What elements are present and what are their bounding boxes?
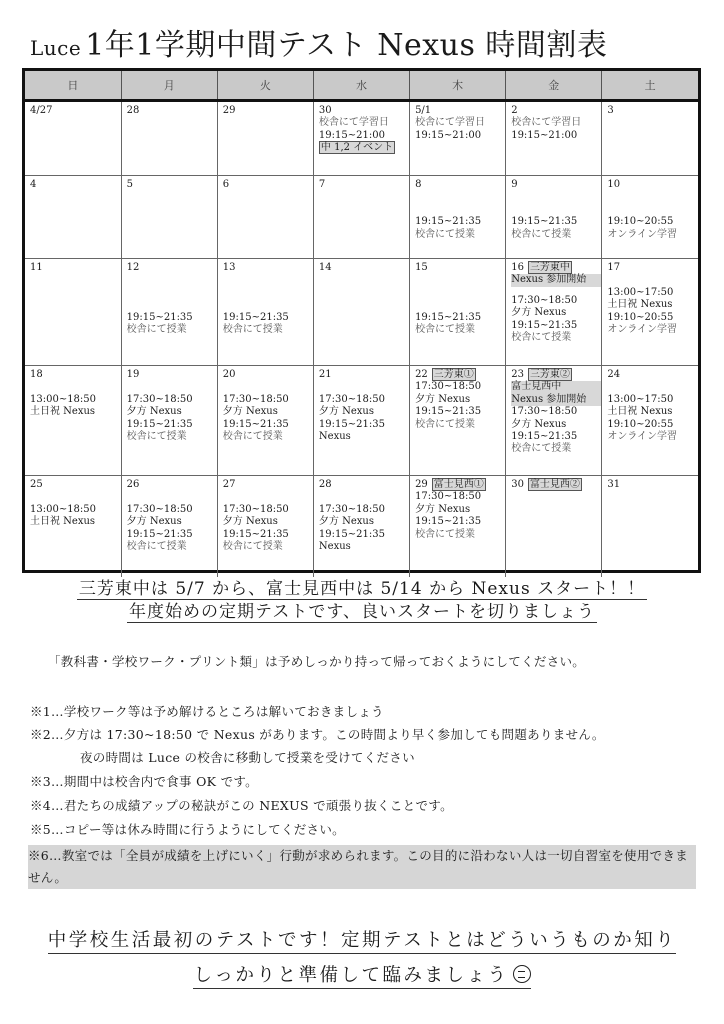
day-number: 16 xyxy=(511,262,524,273)
day-number-line xyxy=(223,369,313,381)
day-number-line xyxy=(511,179,601,191)
day-number: 27 xyxy=(222,479,236,490)
schedule-line: 校舎にて授業 xyxy=(511,443,572,455)
weekday-header: 月 xyxy=(121,71,217,101)
weekday-header: 金 xyxy=(506,71,602,101)
schedule-line: 土日祝 Nexus xyxy=(607,406,673,418)
calendar-day-cell xyxy=(25,259,121,366)
calendar-day-cell xyxy=(313,101,409,176)
day-number-line xyxy=(415,369,505,381)
day-number-line xyxy=(223,179,313,191)
schedule-line: 17:30~18:50 xyxy=(511,294,578,306)
day-number-line xyxy=(607,105,698,117)
day-number-line xyxy=(415,179,505,191)
calendar-day-cell xyxy=(217,176,313,259)
day-number-line xyxy=(30,105,121,117)
schedule-line: 夕方 Nexus xyxy=(511,307,567,319)
event-tag: 三芳東① xyxy=(433,369,474,380)
schedule-line: 19:15~21:35 xyxy=(415,516,482,528)
day-number: 5 xyxy=(126,179,134,190)
schedule-line: 校舎にて授業 xyxy=(415,324,476,335)
day-number-line xyxy=(511,105,601,117)
day-number-line xyxy=(415,105,505,117)
note-4: ※4…君たちの成績アップの秘訣がこの NEXUS で頑張り抜くことです。 xyxy=(30,798,453,813)
day-number: 28 xyxy=(318,479,332,490)
day-number-line xyxy=(30,369,121,381)
calendar-day-cell xyxy=(25,476,121,577)
schedule-line: Nexus 参加開始 xyxy=(511,274,601,286)
schedule-line: 19:15~21:35 xyxy=(318,418,385,430)
day-number: 24 xyxy=(607,369,621,380)
calendar-day-cell xyxy=(121,366,217,476)
day-number: 30 xyxy=(318,105,332,116)
calendar-day-cell xyxy=(602,366,698,476)
day-number-line xyxy=(607,369,698,381)
event-tag-line xyxy=(319,142,409,154)
schedule-line: オンライン学習 xyxy=(607,431,678,443)
schedule-line: 13:00~17:50 xyxy=(607,286,674,298)
weekday-header: 水 xyxy=(313,71,409,101)
calendar-day-cell xyxy=(602,476,698,577)
day-number-line xyxy=(415,479,505,491)
fist-icon xyxy=(513,965,531,983)
schedule-line: 13:00~18:50 xyxy=(30,503,97,515)
day-number: 22 xyxy=(415,369,428,380)
schedule-line: 19:15~21:35 xyxy=(222,528,289,540)
calendar-day-cell xyxy=(506,176,602,259)
day-number: 15 xyxy=(415,262,428,273)
day-number: 17 xyxy=(607,262,621,273)
schedule-line: 夕方 Nexus xyxy=(415,393,471,405)
day-number-line xyxy=(415,262,505,274)
calendar-week-row xyxy=(25,101,698,176)
calendar-day-cell xyxy=(121,259,217,366)
brand-name: Luce xyxy=(30,36,82,60)
schedule-line: 富士見西中 xyxy=(511,381,601,393)
schedule-line: 校舎にて授業 xyxy=(415,228,476,240)
calendar-day-cell xyxy=(121,176,217,259)
day-number-line xyxy=(30,479,121,491)
schedule-line: 19:15~21:35 xyxy=(415,406,482,418)
schedule-line: 校舎にて授業 xyxy=(222,541,283,553)
schedule-line: 13:00~17:50 xyxy=(607,393,674,405)
day-number: 19 xyxy=(126,369,140,380)
day-number-line xyxy=(127,262,217,274)
calendar-day-cell xyxy=(25,101,121,176)
schedule-line: 土日祝 Nexus xyxy=(30,406,96,418)
day-number: 13 xyxy=(222,262,236,273)
note-1: ※1…学校ワーク等は予め解けるところは解いておきましょう xyxy=(30,704,384,719)
schedule-line: 校舎にて授業 xyxy=(222,431,283,443)
schedule-line: 校舎にて授業 xyxy=(511,228,572,240)
weekday-header-row xyxy=(25,71,698,101)
calendar-day-cell xyxy=(506,259,602,366)
day-number: 4 xyxy=(30,179,37,190)
schedule-line: Nexus 参加開始 xyxy=(511,394,601,406)
day-number-line xyxy=(319,479,409,491)
calendar-day-cell xyxy=(410,176,506,259)
note-6: ※6…教室では「全員が成績を上げにいく」行動が求められます。この目的に沿わない人は一切自習室を使用できません。 xyxy=(28,845,696,889)
calendar-day-cell xyxy=(410,101,506,176)
schedule-line: 校舎にて学習日 xyxy=(511,117,582,129)
day-number-line xyxy=(607,179,698,191)
schedule-line: 19:10~20:55 xyxy=(607,418,674,430)
day-number-line xyxy=(223,262,313,274)
day-number: 9 xyxy=(511,179,518,190)
calendar-day-cell xyxy=(217,476,313,577)
schedule-line: 19:15~21:35 xyxy=(126,311,193,323)
day-number: 5/1 xyxy=(415,105,432,116)
day-number-line xyxy=(319,369,409,381)
day-number-line xyxy=(607,479,698,491)
day-number-line xyxy=(30,262,121,274)
closing-line-2: しっかりと準備して臨みましょう xyxy=(0,961,724,987)
weekday-header: 木 xyxy=(410,71,506,101)
day-number: 31 xyxy=(607,479,621,490)
schedule-line: 17:30~18:50 xyxy=(126,503,193,515)
schedule-line: 19:15~21:35 xyxy=(415,311,482,323)
schedule-line: 夕方 Nexus xyxy=(318,516,374,528)
note-5: ※5…コピー等は休み時間に行うようにしてください。 xyxy=(30,822,345,837)
schedule-line: 17:30~18:50 xyxy=(415,381,482,393)
calendar-day-cell xyxy=(506,476,602,577)
note-2: ※2…夕方は 17:30~18:50 で Nexus があります。この時間より早く参加しても問題ありません。 xyxy=(30,727,605,742)
calendar-grid xyxy=(25,71,698,577)
day-number-line xyxy=(319,262,409,274)
day-number-line xyxy=(127,479,217,491)
event-tag: 三芳東② xyxy=(529,369,570,380)
day-number: 29 xyxy=(415,479,428,490)
weekday-header: 日 xyxy=(25,71,121,101)
day-number: 25 xyxy=(30,479,43,490)
day-number: 12 xyxy=(126,262,140,273)
schedule-line: オンライン学習 xyxy=(607,228,678,240)
day-number-line xyxy=(30,179,121,191)
calendar-day-cell xyxy=(121,476,217,577)
schedule-line: 17:30~18:50 xyxy=(415,491,482,503)
calendar-day-cell xyxy=(410,366,506,476)
calendar-week-row xyxy=(25,476,698,577)
schedule-line: 校舎にて授業 xyxy=(415,418,476,430)
schedule-line: 19:15~21:35 xyxy=(415,216,482,228)
schedule-line: 17:30~18:50 xyxy=(511,406,578,418)
day-number: 4/27 xyxy=(30,105,53,116)
schedule-line: 夕方 Nexus xyxy=(415,503,471,515)
schedule-line: 17:30~18:50 xyxy=(222,393,289,405)
day-number-line xyxy=(319,179,409,191)
schedule-line: 校舎にて授業 xyxy=(415,528,476,540)
calendar-day-cell xyxy=(313,259,409,366)
day-number-line xyxy=(319,105,409,117)
calendar-day-cell xyxy=(217,101,313,176)
day-number: 10 xyxy=(607,179,621,190)
schedule-line: 19:10~20:55 xyxy=(607,311,674,323)
schedule-line: 夕方 Nexus xyxy=(318,406,374,418)
schedule-line: 19:15~21:35 xyxy=(318,528,385,540)
day-number: 2 xyxy=(511,105,518,116)
calendar-week-row xyxy=(25,366,698,476)
day-number: 21 xyxy=(318,369,332,380)
schedule-line: 19:15~21:35 xyxy=(511,216,578,228)
schedule-line: オンライン学習 xyxy=(607,324,678,336)
schedule-line: 19:15~21:35 xyxy=(126,528,193,540)
schedule-line: 19:15~21:00 xyxy=(415,129,482,141)
day-number: 20 xyxy=(222,369,236,380)
note-3: ※3…期間中は校舎内で食事 OK です。 xyxy=(30,774,258,789)
announcement-line-1: 三芳東中は 5/7 から、富士見西中は 5/14 から Nexus スタート！！ xyxy=(78,579,646,599)
reminder-text: 「教科書・学校ワーク・プリント類」は予めしっかり持って帰っておくようにしてください。 xyxy=(48,654,586,669)
event-tag: 中 1,2 イベント xyxy=(320,142,394,154)
calendar-day-cell xyxy=(313,176,409,259)
schedule-line: 夕方 Nexus xyxy=(222,406,278,418)
day-number: 30 xyxy=(511,479,524,490)
calendar-day-cell xyxy=(313,476,409,577)
day-number: 14 xyxy=(318,262,332,273)
schedule-line: 土日祝 Nexus xyxy=(607,299,673,311)
day-number-line xyxy=(511,369,601,381)
calendar-day-cell xyxy=(217,259,313,366)
schedule-line: 19:15~21:35 xyxy=(222,418,289,430)
schedule-line: 校舎にて学習日 xyxy=(415,117,486,129)
day-number: 3 xyxy=(607,105,614,116)
schedule-line: 19:15~21:00 xyxy=(318,129,385,141)
calendar-week-row xyxy=(25,176,698,259)
announcement-line-2: 年度始めの定期テストです、良いスタートを切りましょう xyxy=(129,602,595,622)
day-number-line xyxy=(223,479,313,491)
day-number-line xyxy=(511,479,601,491)
schedule-line: 校舎にて学習日 xyxy=(318,117,389,129)
note-2-continued: 夜の時間は Luce の校舎に移動して授業を受けてください xyxy=(80,750,415,765)
calendar-day-cell xyxy=(217,366,313,476)
day-number-line xyxy=(127,369,217,381)
day-number: 28 xyxy=(126,105,140,116)
day-number: 26 xyxy=(126,479,140,490)
day-number: 8 xyxy=(415,179,422,190)
schedule-line: Nexus xyxy=(318,541,351,553)
page-title xyxy=(30,28,710,66)
event-tag: 富士見西② xyxy=(529,479,580,490)
calendar-day-cell xyxy=(602,259,698,366)
calendar-day-cell xyxy=(506,101,602,176)
schedule-line: 校舎にて授業 xyxy=(511,332,572,344)
schedule-line: 校舎にて授業 xyxy=(126,324,187,335)
schedule-line: 校舎にて授業 xyxy=(222,324,283,335)
calendar-day-cell xyxy=(506,366,602,476)
calendar-day-cell xyxy=(410,259,506,366)
weekday-header: 土 xyxy=(602,71,698,101)
schedule-line: 夕方 Nexus xyxy=(126,406,182,418)
calendar-day-cell xyxy=(25,176,121,259)
schedule-line: 夕方 Nexus xyxy=(511,418,567,430)
closing-line-1: 中学校生活最初のテストです！定期テストとはどういうものか知り xyxy=(0,926,724,952)
calendar-day-cell xyxy=(410,476,506,577)
day-number-line xyxy=(607,262,698,274)
schedule-line: 17:30~18:50 xyxy=(318,503,385,515)
schedule-line: 19:15~21:00 xyxy=(511,129,578,141)
schedule-line: 19:10~20:55 xyxy=(607,216,674,228)
day-number-line xyxy=(511,262,601,274)
day-number-line xyxy=(127,105,217,117)
schedule-line: 校舎にて授業 xyxy=(126,431,187,443)
day-number: 11 xyxy=(30,262,43,273)
calendar xyxy=(22,68,701,573)
schedule-line: 校舎にて授業 xyxy=(126,541,187,553)
schedule-line: 13:00~18:50 xyxy=(30,393,97,405)
schedule-line: 17:30~18:50 xyxy=(222,503,289,515)
schedule-line: 夕方 Nexus xyxy=(126,516,182,528)
calendar-day-cell xyxy=(602,176,698,259)
schedule-line: 19:15~21:35 xyxy=(222,311,289,323)
schedule-line: 夕方 Nexus xyxy=(222,516,278,528)
calendar-week-row xyxy=(25,259,698,366)
day-number: 29 xyxy=(222,105,236,116)
day-number-line xyxy=(223,105,313,117)
weekday-header: 火 xyxy=(217,71,313,101)
day-number: 7 xyxy=(318,179,326,190)
day-number: 18 xyxy=(30,369,43,380)
day-number-line xyxy=(127,179,217,191)
event-tag: 三芳東中 xyxy=(529,262,570,273)
schedule-line: 17:30~18:50 xyxy=(126,393,193,405)
schedule-line: 19:15~21:35 xyxy=(511,431,578,443)
schedule-line: 19:15~21:35 xyxy=(511,319,578,331)
title-text: 1年1学期中間テスト Nexus 時間割表 xyxy=(85,28,608,63)
schedule-line: 19:15~21:35 xyxy=(126,418,193,430)
schedule-line: 土日祝 Nexus xyxy=(30,516,96,528)
day-number: 6 xyxy=(222,179,230,190)
calendar-day-cell xyxy=(602,101,698,176)
event-tag: 富士見西① xyxy=(433,479,484,490)
calendar-day-cell xyxy=(313,366,409,476)
calendar-day-cell xyxy=(25,366,121,476)
calendar-day-cell xyxy=(121,101,217,176)
schedule-line: Nexus xyxy=(318,431,351,443)
day-number: 23 xyxy=(511,369,524,380)
schedule-line: 17:30~18:50 xyxy=(318,393,385,405)
